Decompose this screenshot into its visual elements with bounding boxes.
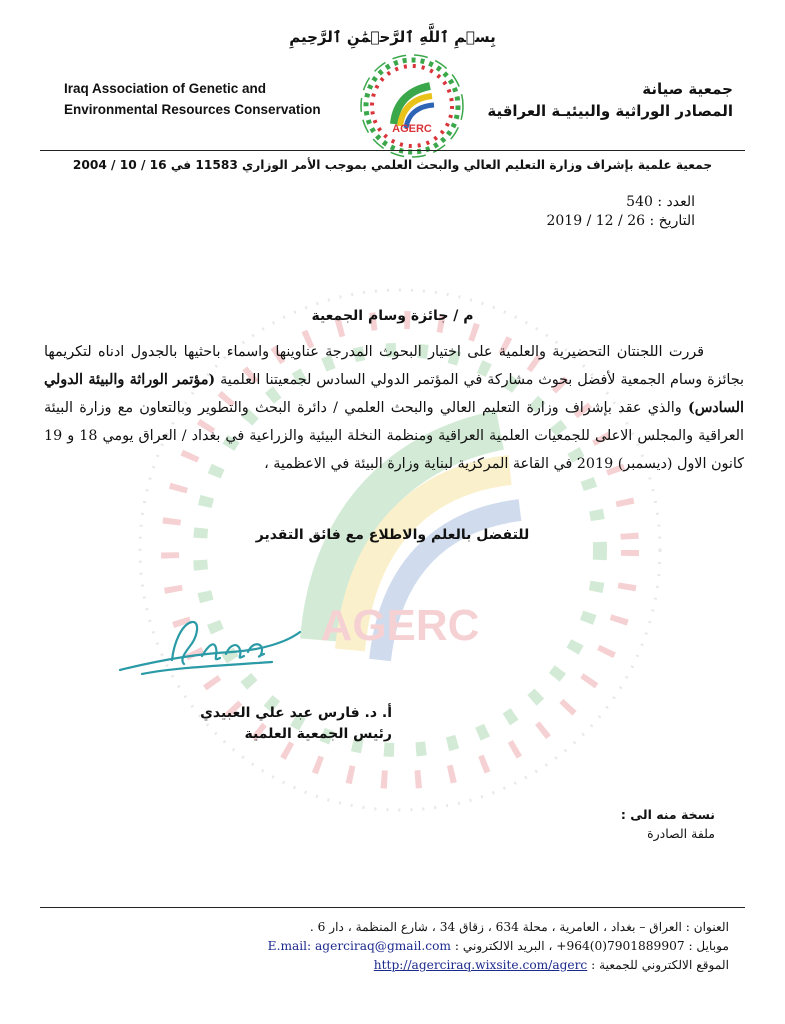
footer-address: العنوان : العراق – بغداد ، العامرية ، محلة 634 ، زقاق 34 ، شارع المنظمة ، دار 6 . xyxy=(309,920,729,934)
footer-divider xyxy=(40,907,745,908)
footer-website xyxy=(89,956,729,975)
email-label: ، البريد الالكتروني : xyxy=(454,939,553,953)
arabic-association-name xyxy=(473,78,733,122)
agerc-logo xyxy=(356,50,468,162)
footer-contact xyxy=(89,918,729,975)
copy-to-block xyxy=(621,805,715,843)
body-part2: والذي عقد بإشراف وزارة التعليم العالي والبحث العلمي / دائرة البحث والتطوير وبالتعاون مع وزارة البيئة العراقية والمجلس الاعلى للجمعيات العلمية العراقية ومنظمة النخلة البيئية والزراعية في بغداد / العراق يومي 18 و 19 كانون الاول (ديسمبر) 2019 في القاعة المركزية لبناية وزارة البيئة في الاعظمية ، xyxy=(44,400,744,472)
body-part1: قررت اللجنتان التحضيرية والعلمية على اختيار البحوث المدرجة عناوينها واسماء باحثيها بالجدول ادناه لتكريمها بجائزة وسام الجمعية لأفضل بحوث مشاركة في المؤتمر الدولي السادس لجمعيتنا العلمية xyxy=(44,344,744,388)
english-association-name xyxy=(64,78,324,120)
logo-text: AGERC xyxy=(392,123,432,135)
svg-text:AGERC: AGERC xyxy=(320,601,480,650)
arabic-name-line1: جمعية صيانة xyxy=(642,80,733,98)
signer-block xyxy=(162,703,392,745)
signer-name: أ. د. فارس عبد علي العبيدي xyxy=(200,705,392,721)
copy-to-item: ملفة الصادرة xyxy=(647,826,715,841)
basmala: بِسۡمِ ٱللَّهِ ٱلرَّحۡمَٰنِ ٱلرَّحِيمِ xyxy=(289,28,496,46)
letter-body xyxy=(44,338,744,478)
conference-name: (مؤتمر الوراثة والبيئة الدولي السادس) xyxy=(44,372,745,416)
footer-phone-email xyxy=(89,937,729,956)
copy-to-heading: نسخة منه الى : xyxy=(620,807,715,822)
body-paragraph xyxy=(44,338,744,478)
header-divider xyxy=(40,150,745,151)
website-label: الموقع الالكتروني للجمعية : xyxy=(591,958,729,972)
handwritten-signature xyxy=(112,612,312,682)
signer-title: رئيس الجمعية العلمية xyxy=(244,726,392,742)
letter-date: التاريخ : 26 / 12 / 2019 xyxy=(546,213,695,229)
website-link[interactable]: http://agerciraq.wixsite.com/agerc xyxy=(373,958,588,972)
ministerial-decree-line: جمعية علمية بإشراف وزارة التعليم العالي والبحث العلمي بموجب الأمر الوزاري 11583 في 16 / 10 / 2004 xyxy=(72,158,713,172)
letter-subject: م / جائزة وسام الجمعية xyxy=(311,308,474,324)
english-name-line1: Iraq Association of Genetic and xyxy=(64,81,267,96)
email-link[interactable]: E.mail: agerciraq@gmail.com xyxy=(267,939,451,953)
letter-meta xyxy=(546,193,695,231)
letter-closing: للتفضل بالعلم والاطلاع مع فائق التقدير xyxy=(255,527,530,543)
arabic-name-line2: المصادر الوراثية والبيئيـة العراقية xyxy=(487,102,733,120)
mobile-label: موبايل : xyxy=(688,939,729,953)
mobile-number: +964(0)7901889907 xyxy=(556,939,685,953)
letter-number: العدد : 540 xyxy=(626,194,695,210)
english-name-line2: Environmental Resources Conservation xyxy=(64,102,321,117)
